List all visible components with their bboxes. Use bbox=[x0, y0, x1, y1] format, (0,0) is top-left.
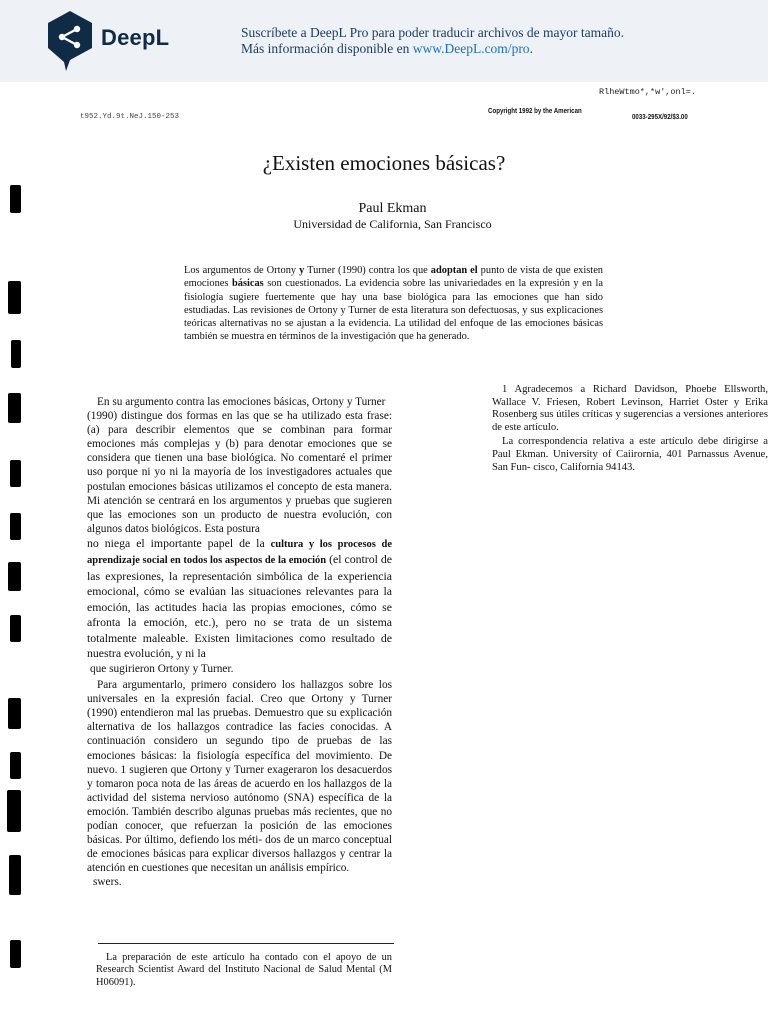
banner-message bbox=[241, 25, 624, 56]
author-affiliation: Universidad de California, San Francisco bbox=[293, 217, 492, 231]
binding-mark bbox=[10, 940, 21, 968]
paragraph-bold: cultura y los procesos de aprendizaje social en todos los aspectos de la emoción bbox=[87, 538, 392, 567]
banner-line-2-prefix: Más información disponible en bbox=[241, 40, 413, 56]
citation-code: t952.Yd.9t.NeJ.150-253 bbox=[80, 113, 180, 121]
paragraph-text: no niega el importante papel de la bbox=[87, 535, 271, 550]
paragraph-2: Para argumentarlo, primero considero los hallazgos sobre los universales en la expresión facial. Creo que Ortony y Turner (1990) entendieron mal las pruebas. Demuestro que su explicación alternativa de los hallazgos contradice las facies conocidas. A continuación considero un segundo tipo de pruebas de las emociones básicas: la fisiología específica del movimiento. De nuevo. 1 sugieren que Ortony y Turner exageraron los desacuerdos y tomaron poca nota de las áreas de acuerdo en los hallazgos de la actividad del sistema nervioso autónomo (SNA) específica de la emoción. También describo algunas pruebas más recientes, que no podían conocer, que refuerzan la posición de las emociones básicas. Por último, defiendo los méti- dos de un marco conceptual de emociones básicas para explicar diversos hallazgos y centrar la atención en cuestiones que necesitan un análisis empírico. bbox=[87, 679, 392, 875]
banner-line-1: Suscríbete a DeepL Pro para poder traducir archivos de mayor tamaño. bbox=[241, 25, 624, 40]
copyright-notice: Copyright 1992 by the American bbox=[488, 106, 582, 115]
binding-mark bbox=[10, 615, 21, 642]
abstract-text: punto de vista de que existen emociones bbox=[184, 265, 604, 290]
acknowledgment-note: 1 Agradecemos a Richard Davidson, Phoebe Ellsworth, Wallace V. Friesen, Robert Levinson, Harriet Oster y Erika Rosenberg sus útiles críticas y sugerencias a versiones anteriores de este artículo. bbox=[492, 384, 768, 433]
paragraph-1-last: que sugirieron Ortony y Turner. bbox=[90, 662, 234, 675]
footnote-divider bbox=[98, 943, 394, 944]
banner-line-2-suffix: . bbox=[529, 40, 533, 56]
article-title: ¿Existen emociones básicas? bbox=[262, 151, 506, 175]
binding-mark bbox=[10, 185, 21, 213]
binding-mark bbox=[9, 855, 21, 895]
binding-mark bbox=[10, 513, 21, 540]
deepl-logo-text[interactable]: DeepL bbox=[101, 25, 170, 50]
footnote-text: La preparación de este artículo ha contado con el apoyo de un Research Scientist Award del Instituto Nacional de Salud Mental (M H06091). bbox=[96, 952, 392, 988]
paragraph-1-body: (1990) distingue dos formas en las que se ha utilizado esta frase: (a) para describir elementos que se combinan para formar emociones más complejas y (b) para denotar emociones que se considera que tienen una base biológica. No comentaré el primer uso porque ni yo ni la mayoría de los investigadores actuales que postulan emociones básicas utilizamos el concepto de esta manera. Mi atención se centrará en los argumentos y pruebas que sugieren que las emociones son un producto de nuestra evolución, con algunos datos biológicos. Esta postura bbox=[87, 410, 392, 535]
acknowledgment-notes bbox=[492, 384, 768, 474]
binding-mark bbox=[8, 393, 21, 423]
scan-header-code: RlheWtmo*,*w',onl=. bbox=[599, 87, 696, 97]
binding-mark bbox=[7, 790, 21, 832]
abstract bbox=[184, 264, 603, 344]
paragraph-2-tail: swers. bbox=[93, 876, 122, 889]
paragraph-1-continued bbox=[87, 536, 392, 662]
banner-line-2 bbox=[241, 41, 624, 57]
abstract-bold: básicas bbox=[231, 278, 264, 290]
paragraph-1-opening: En su argumento contra las emociones básicas, Ortony y Turner bbox=[97, 396, 386, 408]
abstract-text: Turner (1990) contra los que bbox=[304, 265, 431, 276]
abstract-bold: y bbox=[299, 265, 305, 276]
abstract-text: son cuestionados. La evidencia sobre las univariedades en la expresión y en la fisiología sugiere fuertemente que hay una base biológica para las emociones que han sido estudiadas. Las revisiones de Ortony y Turner de esta literatura son defectuosas, y sus explicaciones teóricas alternativas no se ajustan a la evidencia. La utilidad del enfoque de las emociones básicas también se muestra en términos de la investigación que ha generado. bbox=[184, 278, 603, 343]
binding-mark bbox=[8, 562, 21, 591]
correspondence-note: La correspondencia relativa a este artículo debe dirigirse a Paul Ekman. University of Caiirornia, 401 Parnassus Avenue, San Fun- cisco, California 94143. bbox=[492, 436, 768, 473]
binding-mark bbox=[8, 698, 21, 729]
deepl-promo-banner bbox=[0, 0, 768, 82]
deepl-logo-icon[interactable] bbox=[46, 10, 94, 72]
abstract-bold: adoptan el bbox=[430, 265, 478, 276]
binding-mark bbox=[8, 281, 21, 314]
issn-price: 0033-295X/92/$3.00 bbox=[632, 112, 688, 121]
deepl-pro-link[interactable]: www.DeepL.com/pro bbox=[412, 40, 530, 56]
binding-mark bbox=[11, 340, 21, 368]
binding-mark bbox=[10, 752, 21, 779]
body-left-column bbox=[87, 395, 392, 889]
funding-footnote bbox=[96, 952, 392, 989]
abstract-text: Los argumentos de Ortony bbox=[184, 265, 300, 276]
author-name: Paul Ekman bbox=[358, 201, 427, 216]
binding-mark bbox=[10, 460, 21, 487]
paragraph-text: (el control de las expresiones, la representación simbólica de la experiencia emocional, cómo se evalúan las situaciones relevantes para la emoción, las actitudes hacia las propias emociones, cómo se afronta la emoción, etc.), pero no se trata de un sistema totalmente maleable. Existen limitaciones como resultado de nuestra evolución, y ni la bbox=[87, 552, 392, 661]
